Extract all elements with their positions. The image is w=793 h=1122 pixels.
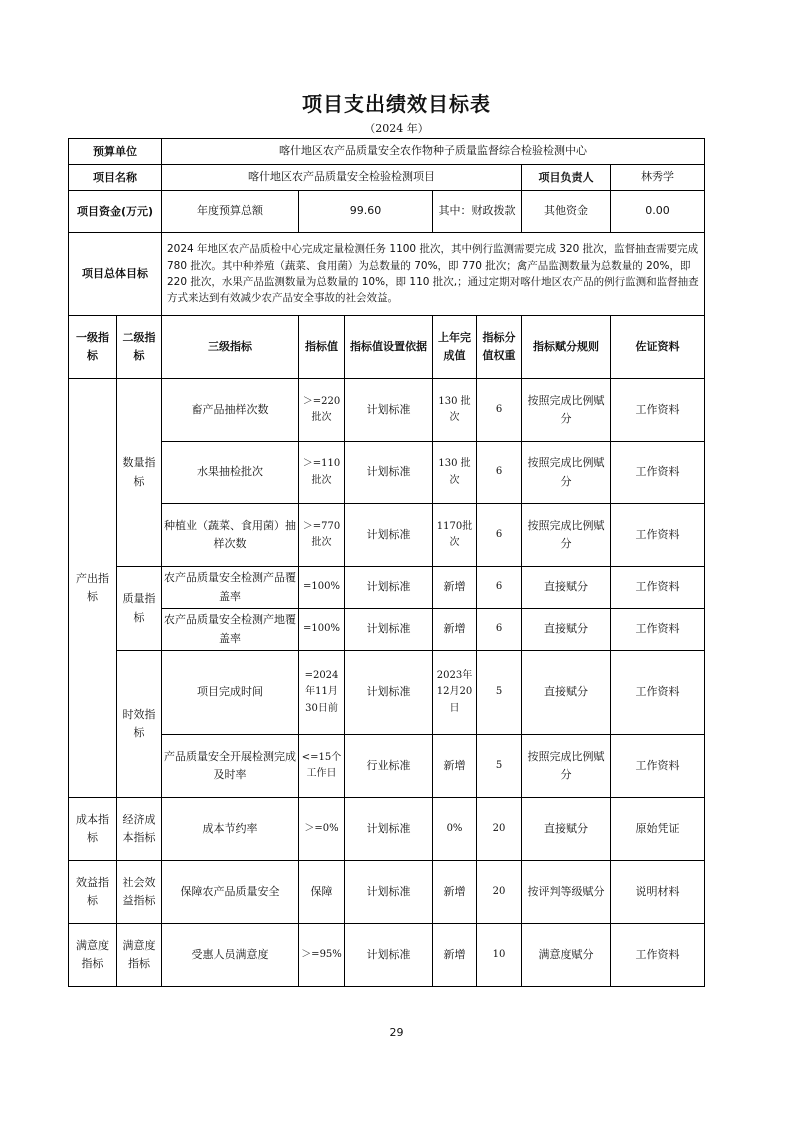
indicator-basis: 计划标准 <box>345 504 433 567</box>
evidence-material: 工作资料 <box>611 379 705 442</box>
col-evidence: 佐证资料 <box>611 316 705 379</box>
cost-indicator-group: 成本指标 <box>69 798 117 861</box>
indicator-weight: 20 <box>477 861 522 924</box>
page-number: 29 <box>389 1026 404 1039</box>
budget-unit-value: 喀什地区农产品质量安全农作物种子质量监督综合检验检测中心 <box>162 139 705 165</box>
fiscal-allocation-label: 其中：财政拨款 <box>433 191 522 233</box>
last-year-value: 新增 <box>433 924 477 987</box>
scoring-rule: 按照完成比例赋分 <box>522 379 611 442</box>
indicator-basis: 计划标准 <box>345 924 433 987</box>
satisfaction-subindicator-group: 满意度指标 <box>117 924 162 987</box>
evidence-material: 工作资料 <box>611 735 705 798</box>
table-row <box>69 442 705 504</box>
annual-budget-label: 年度预算总额 <box>162 191 299 233</box>
indicator-weight: 20 <box>477 798 522 861</box>
other-funds-label: 其他资金 <box>522 191 611 233</box>
scoring-rule: 按照完成比例赋分 <box>522 504 611 567</box>
indicator-name: 农产品质量安全检测产地覆盖率 <box>162 609 299 651</box>
col-level2: 二级指标 <box>117 316 162 379</box>
column-header-row <box>69 316 705 379</box>
indicator-name: 受惠人员满意度 <box>162 924 299 987</box>
indicator-basis: 计划标准 <box>345 567 433 609</box>
scoring-rule: 按照完成比例赋分 <box>522 735 611 798</box>
scoring-rule: 按照完成比例赋分 <box>522 442 611 504</box>
timeliness-indicator-group: 时效指标 <box>117 651 162 798</box>
indicator-weight: 5 <box>477 735 522 798</box>
economic-cost-indicator-group: 经济成本指标 <box>117 798 162 861</box>
social-benefit-indicator-group: 社会效益指标 <box>117 861 162 924</box>
evidence-material: 工作资料 <box>611 609 705 651</box>
indicator-name: 成本节约率 <box>162 798 299 861</box>
other-funds-value: 0.00 <box>611 191 705 233</box>
indicator-value: 保障 <box>299 861 345 924</box>
col-rule: 指标赋分规则 <box>522 316 611 379</box>
indicator-name: 畜产品抽样次数 <box>162 379 299 442</box>
last-year-value: 新增 <box>433 735 477 798</box>
quantity-indicator-group: 数量指标 <box>117 379 162 567</box>
evidence-material: 工作资料 <box>611 442 705 504</box>
table-row <box>69 861 705 924</box>
indicator-weight: 10 <box>477 924 522 987</box>
indicator-basis: 计划标准 <box>345 379 433 442</box>
col-last-year: 上年完成值 <box>433 316 477 379</box>
evidence-material: 工作资料 <box>611 924 705 987</box>
last-year-value: 2023年12月20日 <box>433 651 477 735</box>
year-subtitle: （2024 年） <box>364 122 429 135</box>
evidence-material: 原始凭证 <box>611 798 705 861</box>
indicator-weight: 6 <box>477 504 522 567</box>
indicator-basis: 计划标准 <box>345 651 433 735</box>
col-basis: 指标值设置依据 <box>345 316 433 379</box>
project-name-value: 喀什地区农产品质量安全检验检测项目 <box>162 165 522 191</box>
indicator-value: ＞=0% <box>299 798 345 861</box>
performance-table <box>68 138 705 987</box>
col-value: 指标值 <box>299 316 345 379</box>
indicator-basis: 行业标准 <box>345 735 433 798</box>
last-year-value: 0% <box>433 798 477 861</box>
satisfaction-indicator-group: 满意度指标 <box>69 924 117 987</box>
indicator-name: 产品质量安全开展检测完成及时率 <box>162 735 299 798</box>
indicator-basis: 计划标准 <box>345 861 433 924</box>
indicator-basis: 计划标准 <box>345 609 433 651</box>
indicator-value: ＞=220批次 <box>299 379 345 442</box>
indicator-value: ＞=110批次 <box>299 442 345 504</box>
page-title: 项目支出绩效目标表 <box>302 92 491 116</box>
scoring-rule: 按评判等级赋分 <box>522 861 611 924</box>
overall-goal-label: 项目总体目标 <box>69 233 162 316</box>
table-row <box>69 924 705 987</box>
indicator-basis: 计划标准 <box>345 442 433 504</box>
scoring-rule: 直接赋分 <box>522 567 611 609</box>
indicator-value: <=15个工作日 <box>299 735 345 798</box>
table-row <box>69 798 705 861</box>
project-owner-value: 林秀学 <box>611 165 705 191</box>
indicator-weight: 6 <box>477 379 522 442</box>
table-row <box>69 379 705 442</box>
indicator-weight: 6 <box>477 609 522 651</box>
project-funds-label: 项目资金(万元) <box>69 191 162 233</box>
table-row <box>69 567 705 609</box>
evidence-material: 工作资料 <box>611 504 705 567</box>
last-year-value: 新增 <box>433 861 477 924</box>
project-owner-label: 项目负责人 <box>522 165 611 191</box>
annual-budget-value: 99.60 <box>299 191 433 233</box>
indicator-name: 农产品质量安全检测产品覆盖率 <box>162 567 299 609</box>
evidence-material: 工作资料 <box>611 651 705 735</box>
project-name-row <box>69 165 705 191</box>
budget-unit-row <box>69 139 705 165</box>
indicator-value: ＞=95% <box>299 924 345 987</box>
indicator-name: 水果抽检批次 <box>162 442 299 504</box>
indicator-value: =100% <box>299 567 345 609</box>
indicator-value: =100% <box>299 609 345 651</box>
table-row <box>69 735 705 798</box>
benefit-indicator-group: 效益指标 <box>69 861 117 924</box>
scoring-rule: 直接赋分 <box>522 609 611 651</box>
col-level1: 一级指标 <box>69 316 117 379</box>
last-year-value: 新增 <box>433 567 477 609</box>
project-name-label: 项目名称 <box>69 165 162 191</box>
scoring-rule: 满意度赋分 <box>522 924 611 987</box>
scoring-rule: 直接赋分 <box>522 798 611 861</box>
project-funds-row <box>69 191 705 233</box>
table-row <box>69 504 705 567</box>
quality-indicator-group: 质量指标 <box>117 567 162 651</box>
indicator-weight: 5 <box>477 651 522 735</box>
indicator-weight: 6 <box>477 442 522 504</box>
evidence-material: 工作资料 <box>611 567 705 609</box>
indicator-value: ＞=770批次 <box>299 504 345 567</box>
overall-goal-row <box>69 233 705 316</box>
last-year-value: 130 批次 <box>433 379 477 442</box>
last-year-value: 1170批次 <box>433 504 477 567</box>
col-level3: 三级指标 <box>162 316 299 379</box>
table-row <box>69 651 705 735</box>
output-indicator-group: 产出指标 <box>69 379 117 798</box>
indicator-weight: 6 <box>477 567 522 609</box>
indicator-name: 种植业（蔬菜、食用菌）抽样次数 <box>162 504 299 567</box>
indicator-name: 保障农产品质量安全 <box>162 861 299 924</box>
indicator-name: 项目完成时间 <box>162 651 299 735</box>
col-weight: 指标分值权重 <box>477 316 522 379</box>
budget-unit-label: 预算单位 <box>69 139 162 165</box>
evidence-material: 说明材料 <box>611 861 705 924</box>
last-year-value: 新增 <box>433 609 477 651</box>
indicator-basis: 计划标准 <box>345 798 433 861</box>
scoring-rule: 直接赋分 <box>522 651 611 735</box>
last-year-value: 130 批次 <box>433 442 477 504</box>
overall-goal-text: 2024 年地区农产品质检中心完成定量检测任务 1100 批次，其中例行监测需要完成 320 批次，监督抽查需要完成 780 批次。其中种养殖（蔬菜、食用菌）为总数量的 70%，即 770 批次；禽产品监测数量为总数量的 20%，即 220 批次，水果产品监测数量为总数量的 10%，即 110 批次,；通过定期对喀什地区农产品的例行监测和监督抽查方式来达到有效减少农产品安全事故的社会效益。 <box>162 233 705 316</box>
table-row <box>69 609 705 651</box>
indicator-value: =2024年11月30日前 <box>299 651 345 735</box>
